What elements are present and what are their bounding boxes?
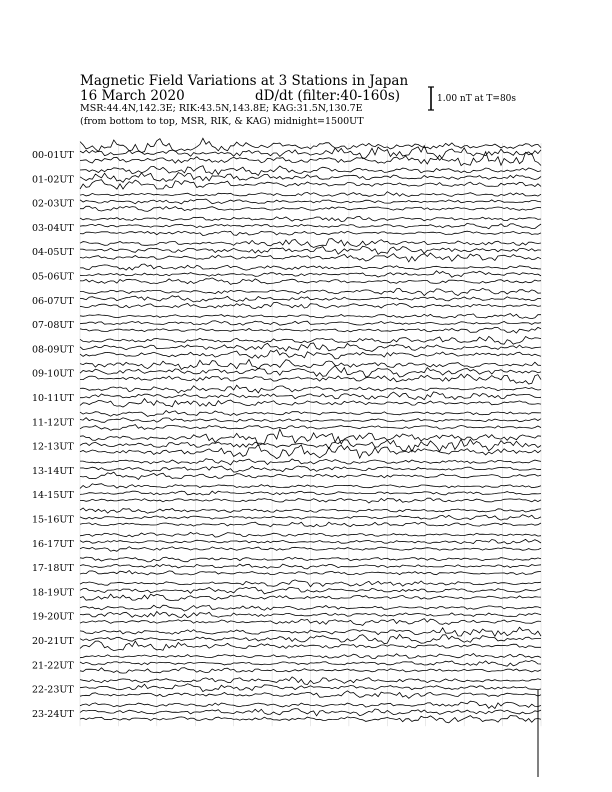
hour-label: 01-02UT bbox=[32, 174, 74, 186]
hour-label: 10-11UT bbox=[32, 393, 74, 404]
hour-label: 16-17UT bbox=[32, 538, 74, 550]
hour-label: 00-01UT bbox=[32, 150, 74, 161]
hour-label: 05-06UT bbox=[32, 271, 74, 283]
chart-title: Magnetic Field Variations at 3 Stations in Japan bbox=[80, 73, 409, 89]
hour-label: 21-22UT bbox=[32, 660, 74, 672]
scale-bar bbox=[428, 87, 434, 110]
quantity-label: dD/dt (filter:40-160s) bbox=[255, 88, 401, 104]
hour-label: 11-12UT bbox=[32, 417, 74, 429]
hour-label: 03-04UT bbox=[32, 222, 74, 234]
hour-label: 22-23UT bbox=[32, 684, 74, 696]
hour-label: 06-07UT bbox=[32, 295, 74, 307]
hour-labels bbox=[32, 150, 74, 720]
hour-label: 12-13UT bbox=[32, 441, 74, 453]
hour-label: 15-16UT bbox=[32, 514, 74, 526]
hour-label: 19-20UT bbox=[32, 611, 74, 623]
hour-label: 18-19UT bbox=[32, 587, 74, 599]
chart-subtitle bbox=[80, 88, 401, 104]
hour-label: 23-24UT bbox=[32, 708, 74, 720]
hour-label: 09-10UT bbox=[32, 368, 74, 380]
hour-label: 07-08UT bbox=[32, 320, 74, 332]
hour-label: 20-21UT bbox=[32, 636, 74, 647]
station-coordinates: MSR:44.4N,142.3E; RIK:43.5N,143.8E; KAG:31.5N,130.7E bbox=[80, 103, 363, 114]
date-label: 16 March 2020 bbox=[80, 88, 185, 104]
hour-label: 02-03UT bbox=[32, 198, 74, 210]
hour-label: 08-09UT bbox=[32, 344, 74, 356]
hour-label: 17-18UT bbox=[32, 563, 74, 575]
scale-bar-label: 1.00 nT at T=80s bbox=[437, 94, 517, 104]
hour-label: 14-15UT bbox=[32, 490, 74, 502]
station-order-note: (from bottom to top, MSR, RIK, & KAG) midnight=1500UT bbox=[80, 116, 364, 127]
hour-label: 13-14UT bbox=[32, 465, 74, 477]
hour-label: 04-05UT bbox=[32, 247, 74, 259]
